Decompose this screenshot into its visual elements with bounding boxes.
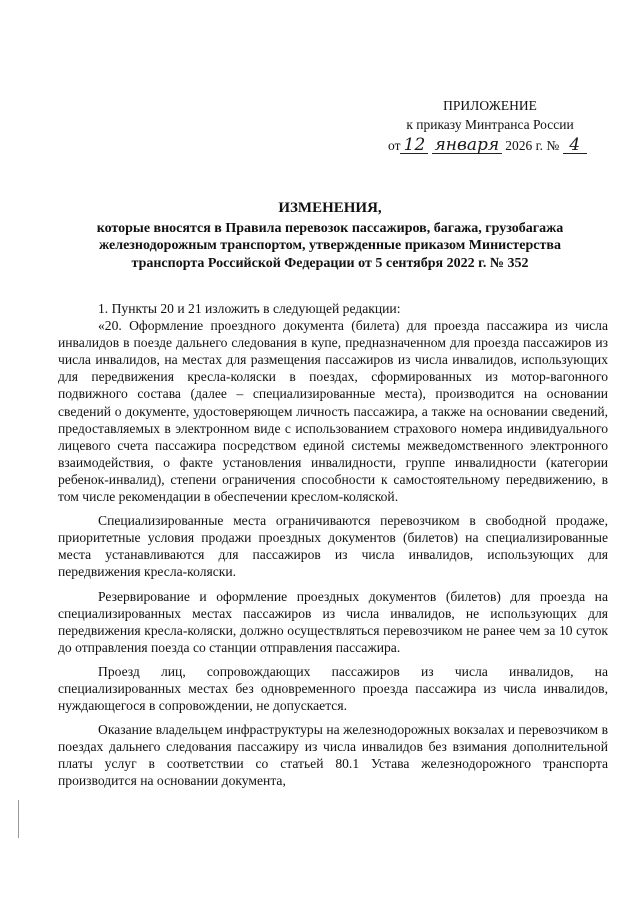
scan-margin-mark	[18, 800, 19, 838]
paragraph-reservation: Резервирование и оформление проездных документов (билетов) для проезда на специализированных местах пассажиров из числа инвалидов, не использующих для передвижения кресла-коляски, должно осуществляться перевозчиком не ранее чем за 10 суток до отправления поезда со станции отправления пассажира.	[58, 588, 608, 655]
document-title	[70, 200, 590, 272]
date-prefix: от	[388, 138, 401, 153]
title-main: ИЗМЕНЕНИЯ,	[278, 200, 382, 216]
handwritten-day: 12	[400, 137, 428, 154]
paragraph-point-20: «20. Оформление проездного документа (билета) для проезда пассажира из числа инвалидов в поезде дальнего следования в купе, предназначенном для проезда пассажиров из числа инвалидов, на местах для размещения пассажиров из числа инвалидов, использующих для передвижения кресла-коляски в поездах, сформированных из мотор-вагонного подвижного состава (далее – специализированные места), производится на основании сведений о документе, удостоверяющем личность пассажира, а также на основании сведений, предоставляемых в электронном виде с использованием страхового номера индивидуального лицевого счета пассажира посредством единой системы межведомственного электронного взаимодействия, о факте установления инвалидности, группе инвалидности (категории ребенок-инвалид), степени ограничения способности к самостоятельному передвижению, в том числе рекомендации в обеспечении креслом-коляской.	[58, 318, 608, 505]
handwritten-order-number: 4	[563, 137, 587, 154]
appendix-block	[380, 96, 600, 134]
appendix-subtitle: к приказу Минтранса России	[406, 117, 574, 132]
paragraph-specialized-seats: Специализированные места ограничиваются перевозчиком в свободной продаже, приоритетные условия продажи проездных документов (билетов) на специализированные места устанавливаются для пассажиров из числа инвалидов, использующих для передвижения кресла-коляски.	[58, 513, 608, 580]
handwritten-month: января	[432, 137, 502, 154]
document-body	[58, 300, 608, 790]
title-sub: которые вносятся в Правила перевозок пассажиров, багажа, грузобагажа железнодорожным транспортом, утвержденные приказом Министерства транспорта Российской Федерации от 5 сентября 2022 г. № 352	[96, 220, 564, 271]
date-year: 2026 г. №	[505, 138, 560, 153]
paragraph-escorts: Проезд лиц, сопровождающих пассажиров из числа инвалидов, на специализированных местах без одновременного проезда пассажира из числа инвалидов, нуждающегося в сопровождении, не допускается.	[58, 663, 608, 714]
paragraph-services: Оказание владельцем инфраструктуры на железнодорожных вокзалах и перевозчиком в поездах дальнего следования пассажиру из числа инвалидов без взимания дополнительной платы услуг в соответствии со статьей 80.1 Устава железнодорожного транспорта производится на основании документа,	[58, 722, 608, 789]
order-date-line	[388, 137, 608, 154]
paragraph-item-1: 1. Пункты 20 и 21 изложить в следующей редакции:	[98, 301, 401, 316]
appendix-title: ПРИЛОЖЕНИЕ	[443, 98, 537, 113]
